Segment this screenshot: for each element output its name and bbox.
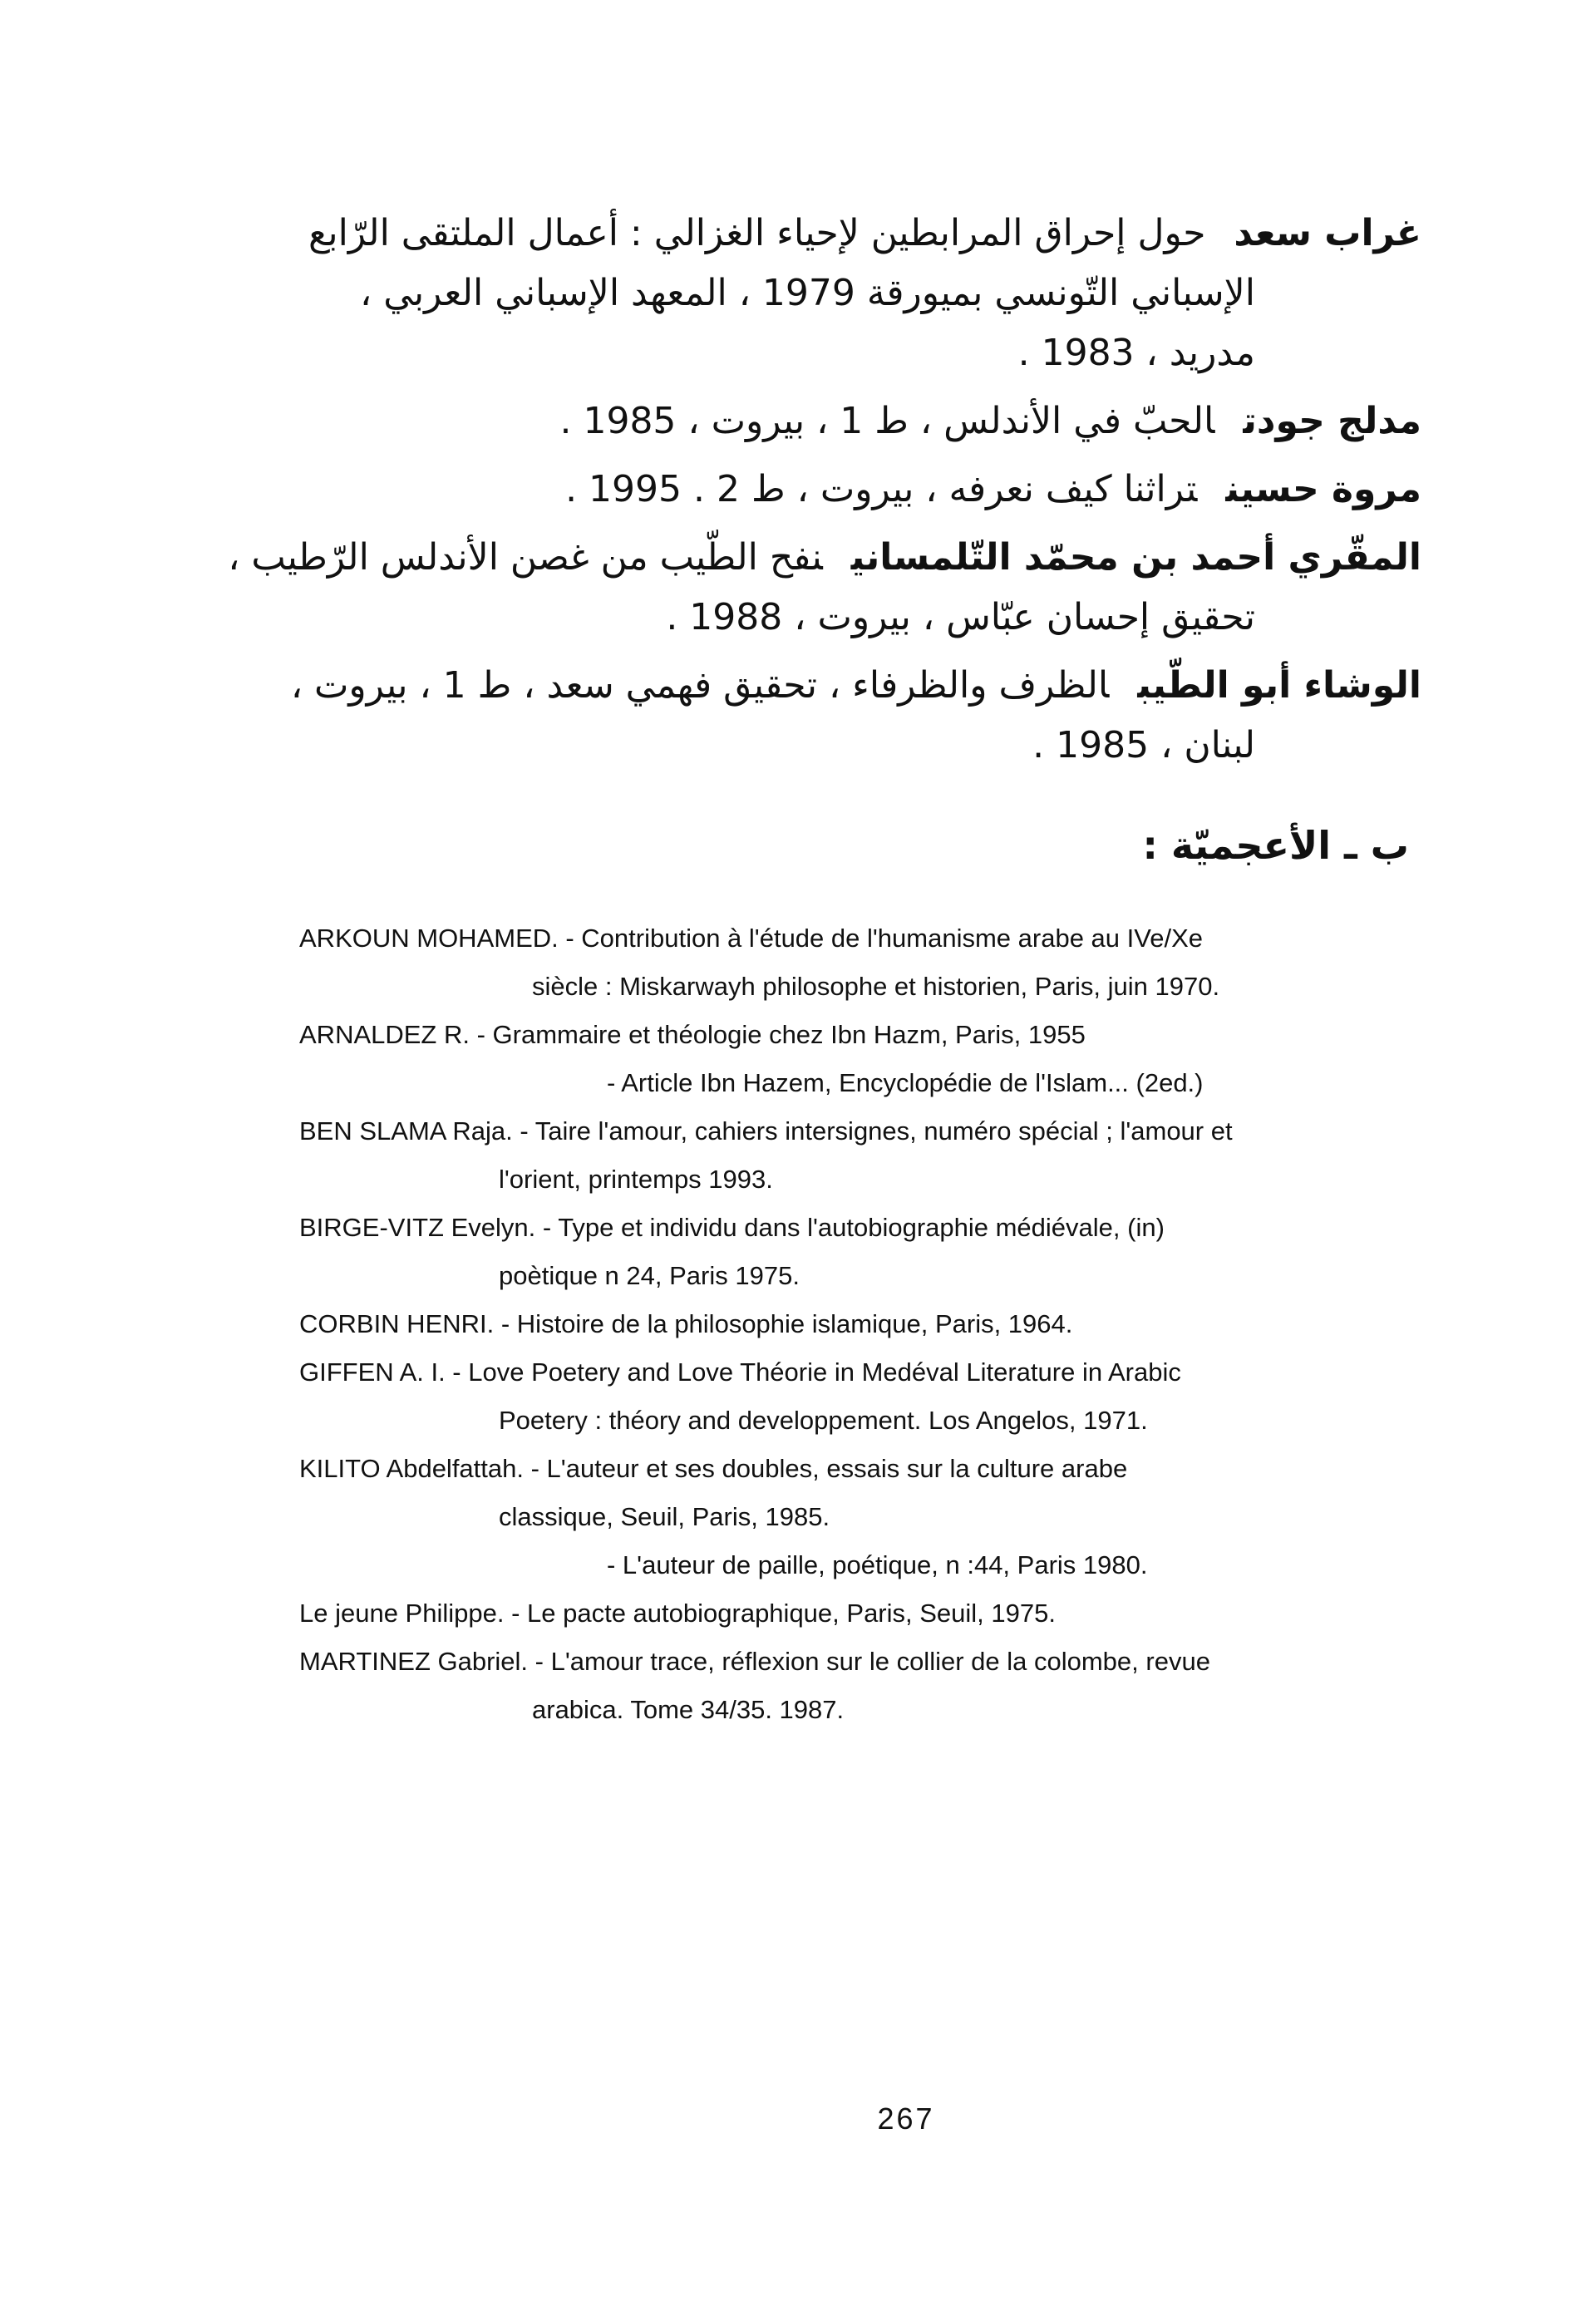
french-reference: [299, 1011, 1430, 1107]
french-reference: [299, 914, 1430, 1011]
french-reference: [299, 1638, 1430, 1734]
arabic-reference: [283, 204, 1421, 383]
reference-author: مروة حسين: [1225, 468, 1421, 510]
reference-text: تحقيق إحسان عبّاس ، بيروت ، 1988 .: [666, 596, 1255, 638]
reference-text: Le jeune Philippe. - Le pacte autobiographique, Paris, Seuil, 1975.: [299, 1599, 1056, 1628]
french-reference: [299, 1300, 1430, 1348]
french-reference: [299, 1589, 1430, 1638]
reference-text: GIFFEN A. I. - Love Poetery and Love Théorie in Medéval Literature in Arabic: [299, 1357, 1181, 1387]
arabic-reference: [283, 656, 1421, 776]
reference-text: حول إحراق المرابطين لإحياء الغزالي : أعمال الملتقى الرّابع: [308, 212, 1206, 254]
arabic-reference: [228, 528, 1421, 648]
french-bibliography: [299, 914, 1430, 1734]
reference-text: نفح الطّيب من غصن الأندلس الرّطيب ،: [228, 536, 823, 579]
reference-text: ARKOUN MOHAMED. - Contribution à l'étude de l'humanisme arabe au IVe/Xe: [299, 924, 1203, 953]
reference-text: poètique n 24, Paris 1975.: [499, 1261, 800, 1290]
reference-text: BEN SLAMA Raja. - Taire l'amour, cahiers intersignes, numéro spécial ; l'amour et: [299, 1116, 1233, 1146]
french-reference: [299, 1445, 1430, 1589]
french-reference: [299, 1204, 1430, 1300]
reference-text: الإسباني التّونسي بميورقة 1979 ، المعهد الإسباني العربي ،: [360, 272, 1255, 314]
page-number: 267: [877, 2101, 935, 2136]
reference-text: l'orient, printemps 1993.: [499, 1165, 773, 1194]
reference-text: لبنان ، 1985 .: [1032, 724, 1255, 766]
reference-text: arabica. Tome 34/35. 1987.: [532, 1695, 845, 1724]
reference-text: classique, Seuil, Paris, 1985.: [499, 1502, 830, 1531]
reference-text: BIRGE-VITZ Evelyn. - Type et individu dans l'autobiographie médiévale, (in): [299, 1213, 1165, 1242]
reference-text: CORBIN HENRI. - Histoire de la philosophie islamique, Paris, 1964.: [299, 1309, 1073, 1338]
reference-text: KILITO Abdelfattah. - L'auteur et ses doubles, essais sur la culture arabe: [299, 1454, 1128, 1483]
reference-text: siècle : Miskarwayh philosophe et historien, Paris, juin 1970.: [532, 972, 1220, 1001]
arabic-reference: [283, 392, 1421, 451]
arabic-bibliography: [228, 204, 1421, 784]
reference-author: المقّري أحمد بن محمّد التّلمساني: [850, 536, 1421, 579]
reference-author: الوشاء أبو الطّيب: [1137, 664, 1421, 707]
reference-text: الحبّ في الأندلس ، ط 1 ، بيروت ، 1985 .: [559, 400, 1215, 442]
reference-text: Poetery : théory and developpement. Los Angelos, 1971.: [499, 1406, 1148, 1435]
reference-text: - L'auteur de paille, poétique, n :44, Paris 1980.: [607, 1550, 1148, 1579]
section-heading: ب ـ الأعجميّة :: [1142, 823, 1409, 868]
reference-text: MARTINEZ Gabriel. - L'amour trace, réflexion sur le collier de la colombe, revue: [299, 1647, 1210, 1676]
reference-text: ARNALDEZ R. - Grammaire et théologie chez Ibn Hazm, Paris, 1955: [299, 1020, 1086, 1049]
reference-text: - Article Ibn Hazem, Encyclopédie de l'Islam... (2ed.): [607, 1068, 1204, 1097]
french-reference: [299, 1348, 1430, 1445]
reference-text: تراثنا كيف نعرفه ، بيروت ، ط 2 . 1995 .: [565, 468, 1198, 510]
reference-author: غراب سعد: [1234, 212, 1421, 254]
reference-author: مدلج جودت: [1243, 400, 1421, 442]
reference-text: مدريد ، 1983 .: [1017, 332, 1255, 374]
french-reference: [299, 1107, 1430, 1204]
arabic-reference: [283, 460, 1421, 520]
reference-text: الظرف والظرفاء ، تحقيق فهمي سعد ، ط 1 ، بيروت ،: [290, 664, 1110, 707]
